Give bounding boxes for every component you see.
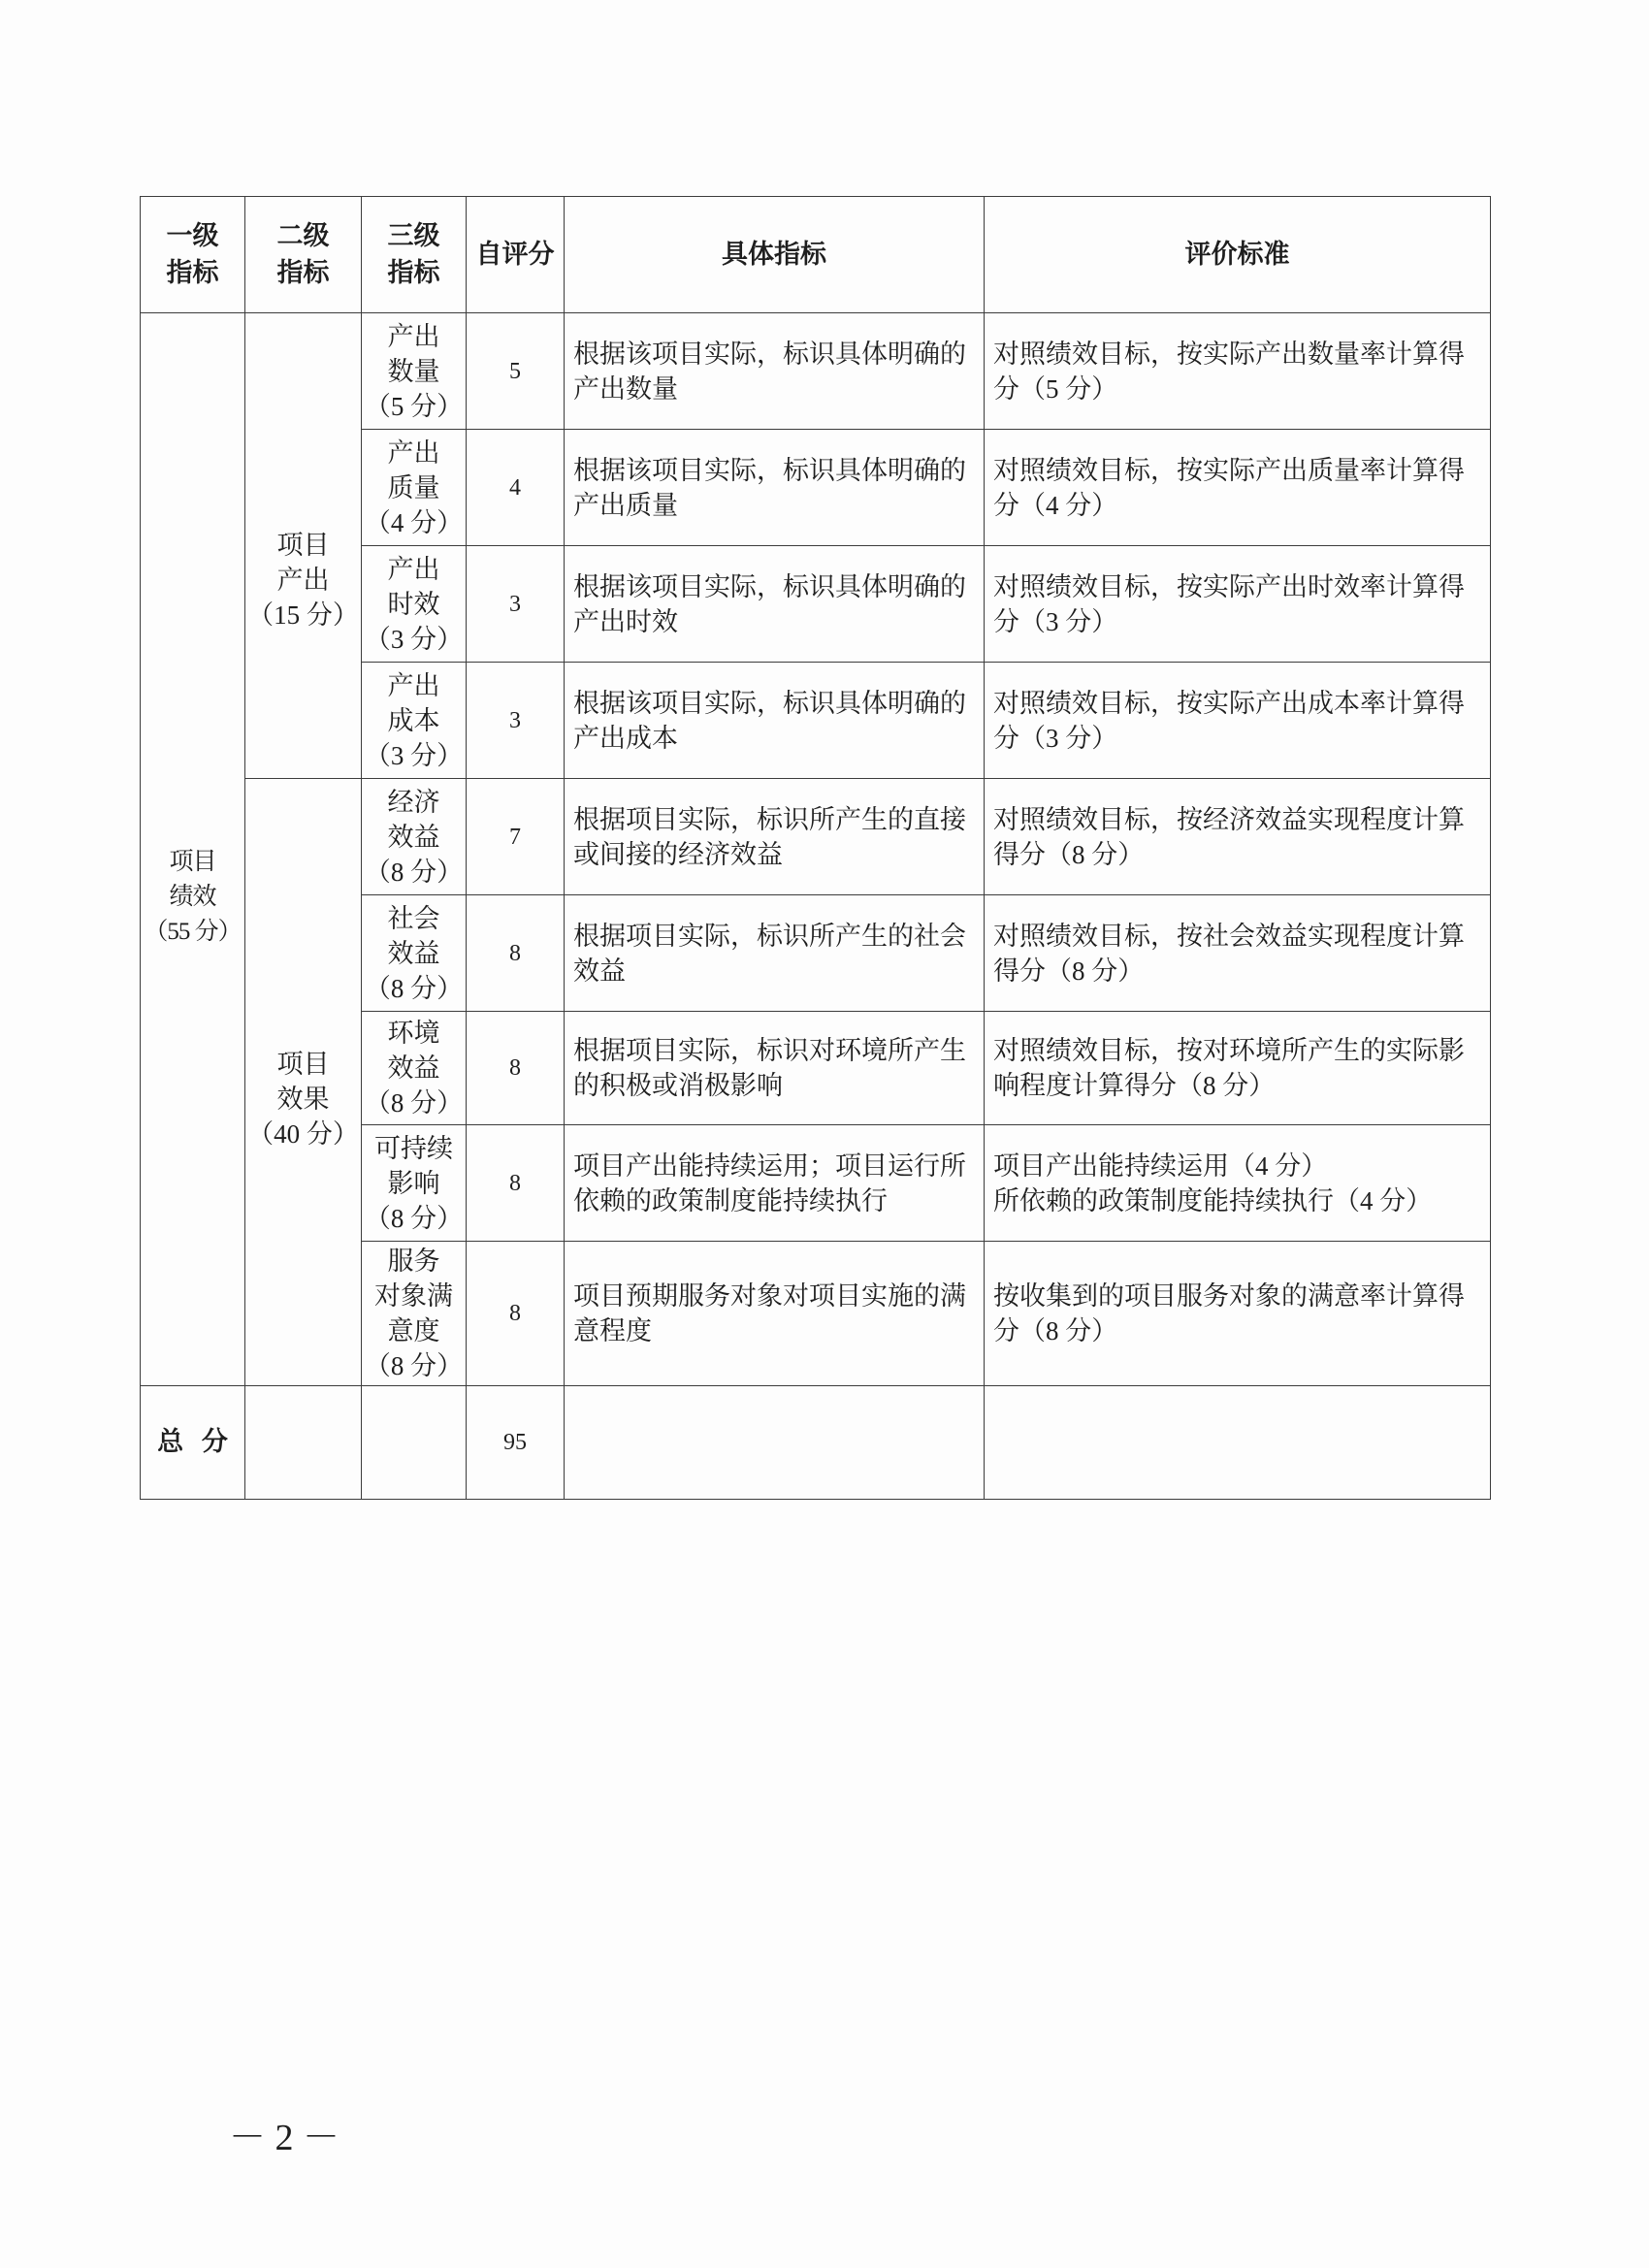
self-score-cell: 8 [467, 895, 565, 1012]
criteria-cell: 按收集到的项目服务对象的满意率计算得分（8 分） [985, 1242, 1491, 1386]
self-score-cell: 8 [467, 1242, 565, 1386]
criteria-cell: 对照绩效目标，按实际产出时效率计算得分（3 分） [985, 546, 1491, 663]
self-score-cell: 7 [467, 779, 565, 895]
header-level2: 二级 指标 [245, 197, 362, 313]
level3-cell: 服务 对象满 意度 （8 分） [362, 1242, 467, 1386]
level3-cell: 产出 时效 （3 分） [362, 546, 467, 663]
indicator-cell: 根据该项目实际，标识具体明确的产出成本 [565, 663, 985, 779]
level2-group-cell-output: 项目 产出 （15 分） [245, 313, 362, 779]
header-row [141, 197, 1491, 313]
criteria-cell: 对照绩效目标，按实际产出质量率计算得分（4 分） [985, 430, 1491, 546]
self-score-cell: 3 [467, 663, 565, 779]
table-row [141, 313, 1491, 430]
criteria-cell: 对照绩效目标，按经济效益实现程度计算得分（8 分） [985, 779, 1491, 895]
empty-cell [565, 1386, 985, 1500]
self-score-cell: 5 [467, 313, 565, 430]
level2-group-cell-effect: 项目 效果 （40 分） [245, 779, 362, 1386]
level1-group-cell: 项目 绩效 （55 分） [141, 313, 245, 1386]
level3-cell: 经济 效益 （8 分） [362, 779, 467, 895]
criteria-cell: 对照绩效目标，按社会效益实现程度计算得分（8 分） [985, 895, 1491, 1012]
level3-cell: 可持续 影响 （8 分） [362, 1125, 467, 1242]
header-self-score: 自评分 [467, 197, 565, 313]
level3-cell: 环境 效益 （8 分） [362, 1012, 467, 1125]
level3-cell: 产出 成本 （3 分） [362, 663, 467, 779]
header-criteria: 评价标准 [985, 197, 1491, 313]
page-number: － 2 － [229, 2118, 340, 2158]
indicator-cell: 根据该项目实际，标识具体明确的产出时效 [565, 546, 985, 663]
indicator-cell: 项目预期服务对象对项目实施的满意程度 [565, 1242, 985, 1386]
level3-cell: 社会 效益 （8 分） [362, 895, 467, 1012]
indicator-cell: 根据项目实际，标识所产生的直接或间接的经济效益 [565, 779, 985, 895]
empty-cell [985, 1386, 1491, 1500]
self-score-cell: 8 [467, 1012, 565, 1125]
self-score-cell: 3 [467, 546, 565, 663]
indicator-cell: 根据该项目实际，标识具体明确的产出数量 [565, 313, 985, 430]
self-score-cell: 8 [467, 1125, 565, 1242]
header-indicator: 具体指标 [565, 197, 985, 313]
empty-cell [245, 1386, 362, 1500]
indicator-cell: 根据项目实际，标识对环境所产生的积极或消极影响 [565, 1012, 985, 1125]
indicator-cell: 项目产出能持续运用；项目运行所依赖的政策制度能持续执行 [565, 1125, 985, 1242]
criteria-cell: 对照绩效目标，按实际产出数量率计算得分（5 分） [985, 313, 1491, 430]
table-row [141, 779, 1491, 895]
header-level3: 三级 指标 [362, 197, 467, 313]
self-score-cell: 4 [467, 430, 565, 546]
indicator-cell: 根据该项目实际，标识具体明确的产出质量 [565, 430, 985, 546]
criteria-cell: 对照绩效目标，按对环境所产生的实际影响程度计算得分（8 分） [985, 1012, 1491, 1125]
performance-evaluation-table [140, 196, 1491, 1500]
criteria-cell: 项目产出能持续运用（4 分） 所依赖的政策制度能持续执行（4 分） [985, 1125, 1491, 1242]
header-level1: 一级 指标 [141, 197, 245, 313]
criteria-cell: 对照绩效目标，按实际产出成本率计算得分（3 分） [985, 663, 1491, 779]
level3-cell: 产出 数量 （5 分） [362, 313, 467, 430]
total-row [141, 1386, 1491, 1500]
level3-cell: 产出 质量 （4 分） [362, 430, 467, 546]
indicator-cell: 根据项目实际，标识所产生的社会效益 [565, 895, 985, 1012]
empty-cell [362, 1386, 467, 1500]
total-label-cell: 总 分 [141, 1386, 245, 1500]
total-score-cell: 95 [467, 1386, 565, 1500]
